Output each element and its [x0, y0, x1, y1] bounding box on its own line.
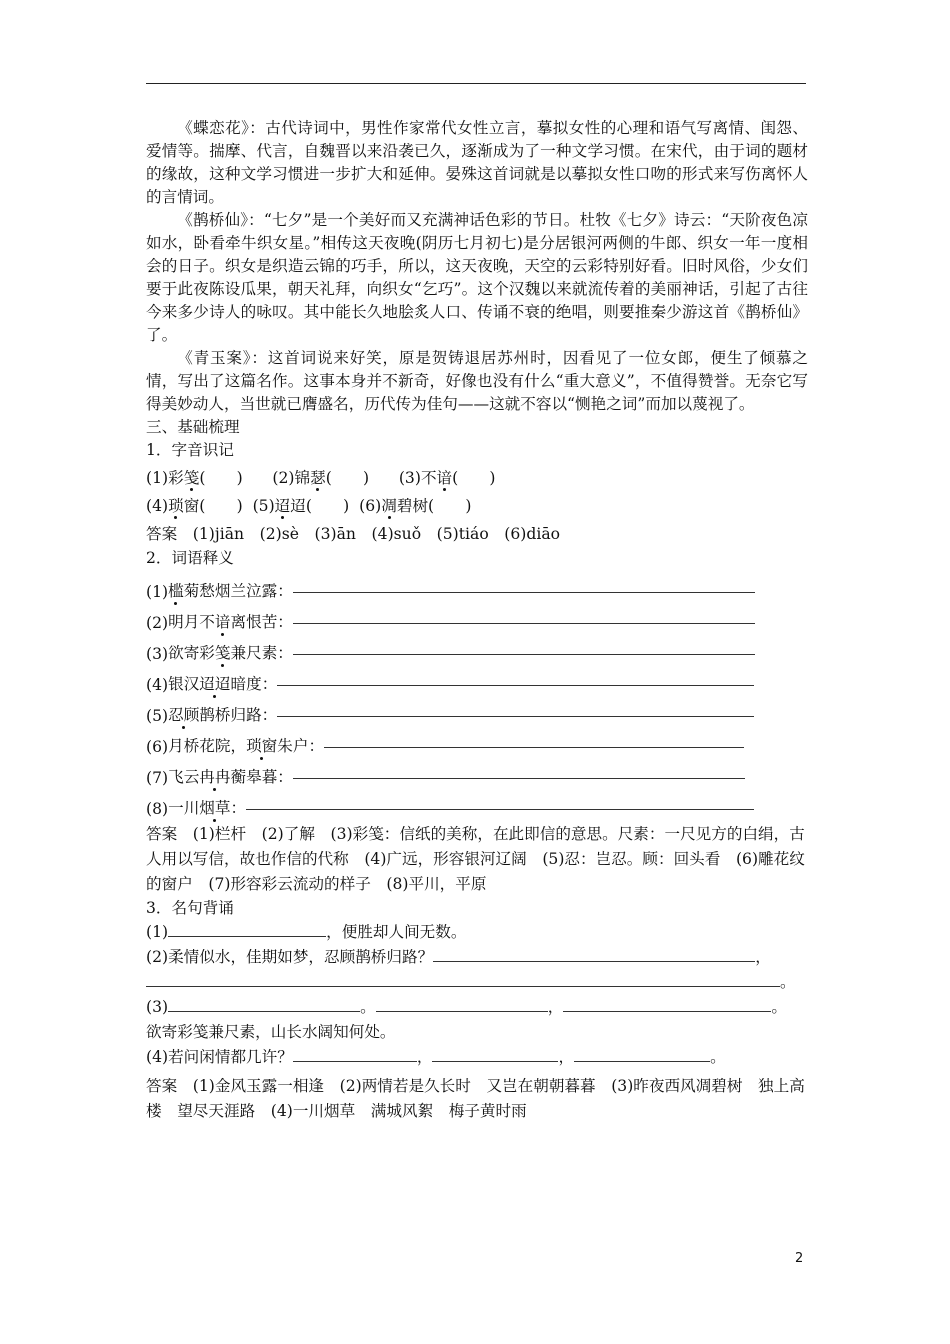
s3-line-2: (2)柔情似水，佳期如梦，忍顾鹊桥归路？ ， — [146, 948, 771, 966]
answer-blank[interactable] — [293, 778, 745, 779]
s2-item-2: (2) 明月不 谙 离恨苦： — [146, 601, 808, 632]
pinyin-item-4: (4)琐窗( ) — [146, 497, 243, 515]
pinyin-item-3: (3)不谙( ) — [398, 469, 496, 487]
s2-answer: 答案 (1)栏杆 (2)了解 (3)彩笺：信纸的美称，在此即信的意思。尺素：一尺见方的白绢，古人用以写信，故也作信的代称 (4)广远，形容银河辽阔 (5)忍：岂忍。顾：回头看 (6)雕花纹的窗户 (7)形容彩云流动的样子 (8)平川，平原 — [146, 825, 805, 893]
s2-item-8: (8) 一川 烟草 ： — [146, 787, 808, 818]
answer-blank[interactable] — [168, 921, 326, 937]
s2-item-3: (3) 欲寄彩 笺 兼尺素： — [146, 632, 808, 663]
s2-item-4: (4) 银汉 迢迢 暗度： — [146, 663, 808, 694]
s2-item-1: (1) 槛 菊愁烟兰泣露： — [146, 570, 808, 601]
answer-blank[interactable] — [324, 747, 744, 748]
answer-blank[interactable] — [574, 1046, 710, 1062]
s3-line-4: (4)若问闲情都几许？ ， ， 。 — [146, 1048, 726, 1066]
intro-qing: 《青玉案》：这首词说来好笑，原是贺铸退居苏州时，因看见了一位女郎，便生了倾慕之情，写出了这篇名作。这事本身并不新奇，好像也没有什么“重大意义”，不值得赞誉。无奈它写得美妙动人，当世就已膺盛名，历代传为佳句——这就不容以“恻艳之词”而加以蔑视了。 — [146, 349, 808, 413]
s2-item-6: (6) 月桥花院， 琐窗 朱户： — [146, 725, 808, 756]
answer-blank[interactable] — [563, 996, 771, 1012]
pinyin-row-1 — [146, 467, 808, 490]
answer-blank[interactable] — [293, 592, 755, 593]
s3-line-3b: 欲寄彩笺兼尺素，山长水阔知何处。 — [146, 1023, 396, 1041]
document-body — [146, 117, 808, 1124]
answer-blank[interactable] — [277, 716, 754, 717]
s1-title: 1．字音识记 — [146, 441, 234, 459]
s2-item-5: (5) 忍顾 鹊桥归路： — [146, 694, 808, 725]
answer-blank[interactable] — [246, 809, 754, 810]
intro-que: 《鹊桥仙》：“七夕”是一个美好而又充满神话色彩的节日。杜牧《七夕》诗云：“天阶夜色凉如水，卧看牵牛织女星。”相传这天夜晚(阴历七月初七)是分居银河两侧的牛郎、织女一年一度相会的日子。织女是织造云锦的巧手，所以，这天夜晚，天空的云彩特别好看。旧时风俗，少女们要于此夜陈设瓜果，朝天礼拜，向织女“乞巧”。这个汉魏以来就流传着的美丽神话，引起了古往今来多少诗人的咏叹。其中能长久地脍炙人口、传诵不衰的绝唱，则要推秦少游这首《鹊桥仙》了。 — [146, 211, 808, 344]
answer-blank[interactable] — [293, 1046, 417, 1062]
answer-blank[interactable] — [146, 971, 780, 987]
section-3-title: 三、基础梳理 — [146, 418, 240, 436]
answer-blank[interactable] — [277, 685, 754, 686]
answer-blank[interactable] — [168, 996, 360, 1012]
s3-title: 3．名句背诵 — [146, 899, 234, 917]
s1-answer: 答案 (1)jiān (2)sè (3)ān (4)suǒ (5)tiáo (6)diāo — [146, 525, 561, 543]
page-number: 2 — [795, 1251, 804, 1266]
pinyin-row-2 — [146, 495, 808, 518]
s3-line-1: (1) ，便胜却人间无数。 — [146, 923, 467, 941]
pinyin-item-6: (6)凋碧树( ) — [359, 497, 472, 515]
header-rule — [146, 83, 806, 84]
pinyin-item-5: (5)迢迢( ) — [252, 497, 350, 515]
s2-item-7: (7) 飞云 冉冉 蘅皋暮： — [146, 756, 808, 787]
s2-item-list — [146, 570, 808, 818]
answer-blank[interactable] — [433, 946, 755, 962]
pinyin-item-1: (1)彩笺( ) — [146, 469, 243, 487]
s2-title: 2．词语释义 — [146, 549, 234, 567]
answer-blank[interactable] — [376, 996, 548, 1012]
answer-blank[interactable] — [293, 654, 755, 655]
pinyin-item-2: (2)锦瑟( ) — [272, 469, 370, 487]
s3-line-2b: 。 — [146, 970, 808, 995]
answer-blank[interactable] — [293, 623, 755, 624]
s3-answer: 答案 (1)金风玉露一相逢 (2)两情若是久长时 又岂在朝朝暮暮 (3)昨夜西风凋碧树 独上高楼 望尽天涯路 (4)一川烟草 满城风絮 梅子黄时雨 — [146, 1077, 805, 1120]
intro-die: 《蝶恋花》：古代诗词中，男性作家常代女性立言，摹拟女性的心理和语气写离情、闺怨、爱情等。揣摩、代言，自魏晋以来沿袭已久，逐渐成为了一种文学习惯。在宋代，由于词的题材的缘故，这种文学习惯进一步扩大和延伸。晏殊这首词就是以摹拟女性口吻的形式来写伤离怀人的言情词。 — [146, 119, 808, 206]
s3-line-3: (3) 。 ， 。 — [146, 998, 787, 1016]
answer-blank[interactable] — [432, 1046, 558, 1062]
